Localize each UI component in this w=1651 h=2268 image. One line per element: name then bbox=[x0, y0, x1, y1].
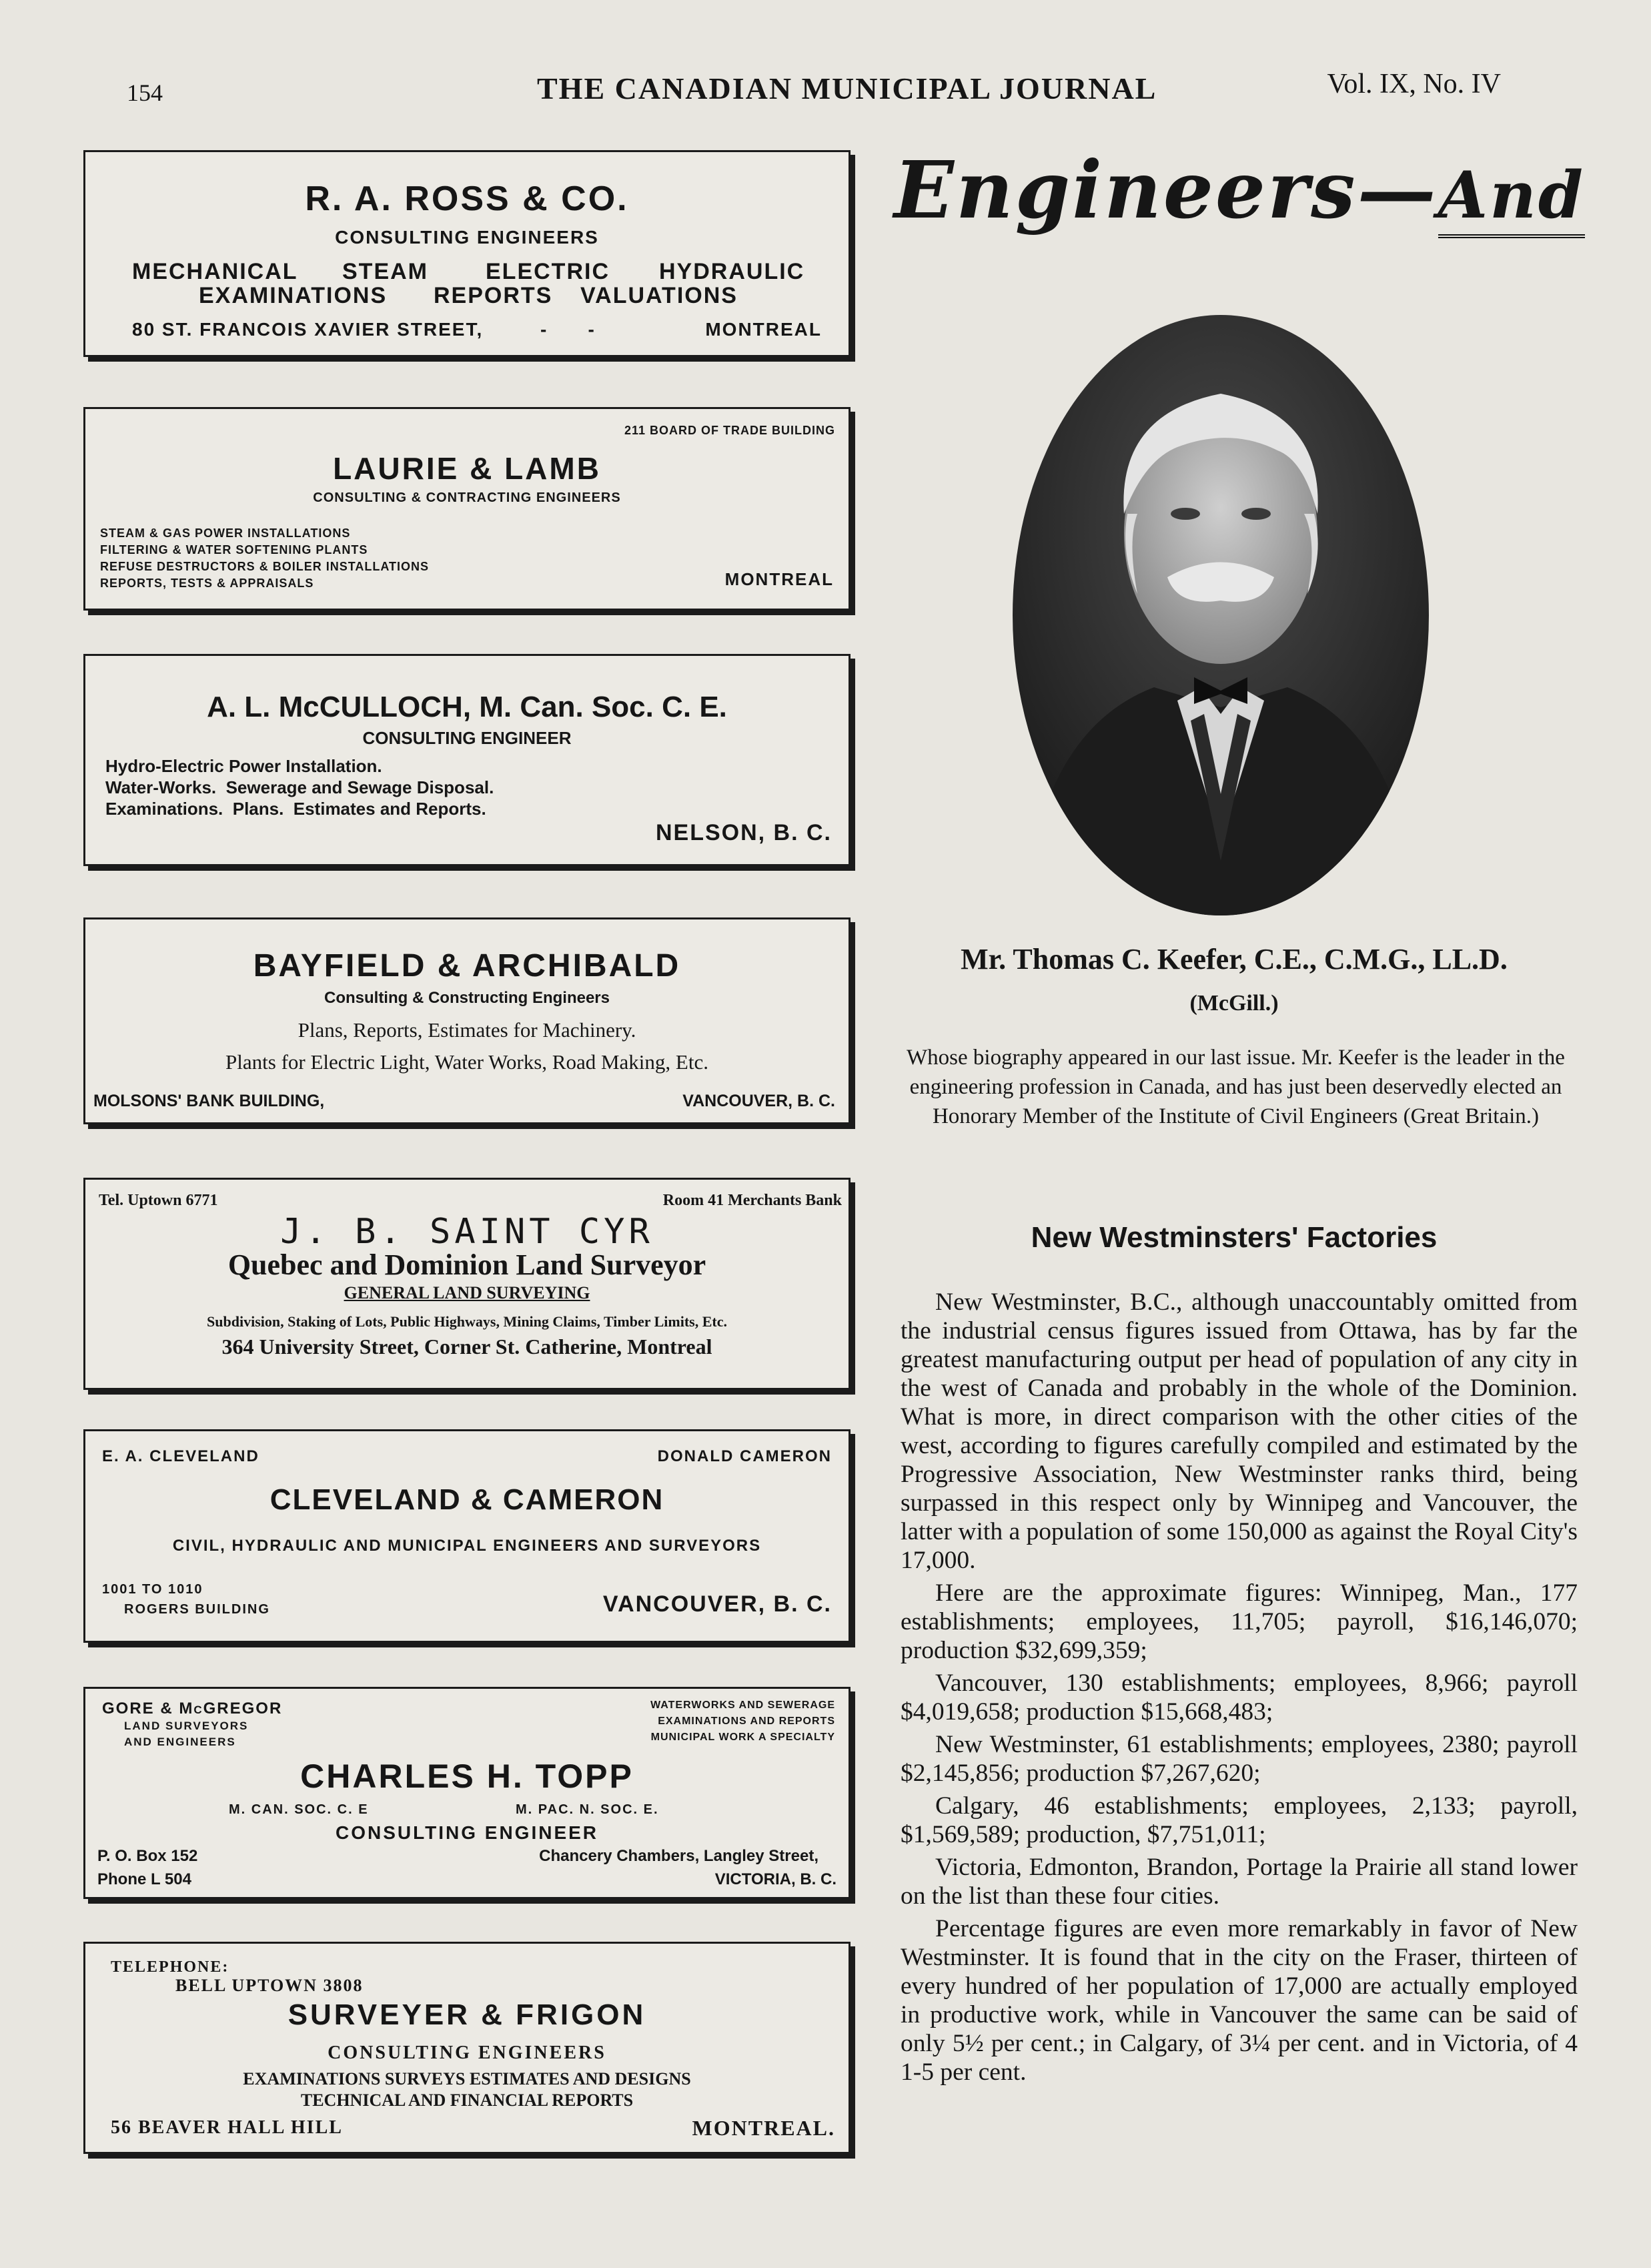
ad-topp-subtitle: CONSULTING ENGINEER bbox=[335, 1822, 599, 1843]
article-paragraph: New Westminster, B.C., although unaccountably omitted from the industrial census figures issued from Ottawa, has by far the greatest manufacturing output per head of population of any city in the west of Canada and probably in the whole of the Dominion. What is more, in direct comparison with the other cities of the west, according to figures carefully compiled and estimated by the Progressive Association, New Westminster ranks third, being surpassed in this respect only by Winnipeg and Vancouver, the latter with a population of some 150,000 as against the Royal City's 17,000. bbox=[901, 1288, 1578, 1574]
ad-saint-cyr-tel: Tel. Uptown 6771 bbox=[99, 1192, 218, 1209]
ad-topp-spec-1: WATERWORKS AND SEWERAGE bbox=[650, 1699, 835, 1711]
ad-ross-subtitle: CONSULTING ENGINEERS bbox=[335, 227, 599, 248]
ad-ross-service: VALUATIONS bbox=[580, 283, 738, 308]
ad-mcculloch-subtitle: CONSULTING ENGINEER bbox=[362, 728, 572, 748]
ad-topp-firm-2: LAND SURVEYORS bbox=[124, 1720, 249, 1732]
ad-mcculloch-city: NELSON, B. C. bbox=[655, 820, 832, 845]
article-heading: New Westminsters' Factories bbox=[1031, 1221, 1438, 1254]
journal-title: THE CANADIAN MUNICIPAL JOURNAL bbox=[537, 71, 1157, 105]
article-paragraph: Vancouver, 130 establishments; employees, 8,966; payroll $4,019,658; production $15,668,483; bbox=[901, 1669, 1578, 1726]
ad-topp-address: Chancery Chambers, Langley Street, bbox=[539, 1847, 818, 1865]
ad-surveyer-city: MONTREAL. bbox=[692, 2116, 835, 2140]
ad-laurie-line: STEAM & GAS POWER INSTALLATIONS bbox=[100, 526, 351, 540]
ad-saint-cyr-room: Room 41 Merchants Bank bbox=[662, 1192, 842, 1209]
volume-number: Vol. IX, No. IV bbox=[1327, 69, 1501, 99]
ad-laurie-name: LAURIE & LAMB bbox=[333, 451, 601, 486]
ad-bayfield-city: VANCOUVER, B. C. bbox=[682, 1092, 835, 1110]
portrait-photo bbox=[1011, 314, 1431, 917]
ad-ross-service: STEAM bbox=[342, 259, 428, 284]
ad-bayfield-line-1: Plans, Reports, Estimates for Machinery. bbox=[298, 1018, 636, 1042]
ad-saint-cyr-title: Quebec and Dominion Land Surveyor bbox=[227, 1248, 706, 1281]
ad-ross-service: REPORTS bbox=[434, 283, 553, 308]
ad-topp-spec-3: MUNICIPAL WORK A SPECIALTY bbox=[650, 1732, 835, 1743]
ad-laurie-city: MONTREAL bbox=[724, 569, 834, 589]
article-paragraph: Here are the approximate figures: Winnipeg, Man., 177 establishments; employees, 11,705; payroll, $16,146,070; production $32,699,359; bbox=[901, 1579, 1578, 1664]
ad-saint-cyr-services: Subdivision, Staking of Lots, Public Highways, Mining Claims, Timber Limits, Etc. bbox=[207, 1313, 727, 1330]
ad-ross-name: R. A. ROSS & CO. bbox=[305, 179, 629, 218]
ad-cleveland-city: VANCOUVER, B. C. bbox=[602, 1591, 832, 1617]
ad-topp-box: P. O. Box 152 bbox=[97, 1847, 198, 1865]
ad-surveyer-line-2: TECHNICAL AND FINANCIAL REPORTS bbox=[300, 2091, 634, 2110]
ad-surveyer-tel-label: TELEPHONE: bbox=[111, 1958, 229, 1976]
feature-title-main: Engineers— bbox=[894, 143, 1438, 236]
ad-topp bbox=[83, 1687, 851, 1899]
ad-cleveland-partner-1: E. A. CLEVELAND bbox=[102, 1447, 259, 1465]
ad-laurie-subtitle: CONSULTING & CONTRACTING ENGINEERS bbox=[313, 490, 621, 505]
ad-topp-name: CHARLES H. TOPP bbox=[300, 1758, 634, 1795]
ad-topp-phone: Phone L 504 bbox=[97, 1870, 191, 1888]
article-paragraph: Calgary, 46 establishments; employees, 2,133; payroll, $1,569,589; production, $7,751,011; bbox=[901, 1792, 1578, 1848]
ad-cleveland-address-1: 1001 TO 1010 bbox=[102, 1582, 203, 1597]
ad-laurie-line: REPORTS, TESTS & APPRAISALS bbox=[100, 577, 314, 590]
portrait-name: Mr. Thomas C. Keefer, C.E., C.M.G., LL.D. bbox=[961, 943, 1508, 976]
feature-title-and: And bbox=[1438, 157, 1585, 238]
ad-mcculloch-line: Water-Works. Sewerage and Sewage Disposal. bbox=[105, 777, 494, 797]
ad-mcculloch-name: A. L. McCULLOCH, M. Can. Soc. C. E. bbox=[207, 691, 727, 723]
ad-ross-dashes: - - bbox=[540, 319, 594, 340]
ad-cleveland-address-2: ROGERS BUILDING bbox=[124, 1602, 270, 1617]
article-paragraph: Victoria, Edmonton, Brandon, Portage la Prairie all stand lower on the list than these four cities. bbox=[901, 1854, 1578, 1910]
portrait-affiliation: (McGill.) bbox=[1189, 991, 1279, 1016]
ad-laurie-line: FILTERING & WATER SOFTENING PLANTS bbox=[100, 543, 368, 556]
ad-saint-cyr bbox=[83, 1178, 851, 1390]
ad-saint-cyr-address: 364 University Street, Corner St. Catherine, Montreal bbox=[221, 1335, 712, 1359]
ad-mcculloch-line: Hydro-Electric Power Installation. bbox=[105, 756, 382, 776]
feature-title bbox=[894, 143, 1585, 236]
ad-topp-spec-2: EXAMINATIONS AND REPORTS bbox=[658, 1716, 835, 1727]
ad-cleveland-partner-2: DONALD CAMERON bbox=[657, 1447, 832, 1465]
ad-saint-cyr-name: J. B. SAINT CYR bbox=[280, 1212, 654, 1252]
ad-surveyer-name: SURVEYER & FRIGON bbox=[288, 1998, 646, 2031]
article-paragraph: Percentage figures are even more remarkably in favor of New Westminster. It is found that in the city on the Fraser, thirteen of every hundred of her population of 17,000 are actually employed in productive work, while in Vancouver the same can be said of only 5½ per cent.; in Calgary, of 3¼ per cent. and in Victoria, of 4 1-5 per cent. bbox=[901, 1915, 1578, 2086]
ad-laurie-line: REFUSE DESTRUCTORS & BOILER INSTALLATIONS bbox=[100, 560, 430, 573]
ad-saint-cyr-subtitle: GENERAL LAND SURVEYING bbox=[344, 1283, 590, 1302]
page-number: 154 bbox=[127, 79, 163, 106]
ad-bayfield-subtitle: Consulting & Constructing Engineers bbox=[324, 989, 610, 1007]
ad-ross bbox=[83, 150, 851, 357]
ad-topp-city: VICTORIA, B. C. bbox=[714, 1870, 837, 1888]
ad-bayfield bbox=[83, 917, 851, 1124]
ad-cleveland-name: CLEVELAND & CAMERON bbox=[269, 1483, 664, 1516]
portrait-caption: Whose biography appeared in our last issue. Mr. Keefer is the leader in the engineering profession in Canada, and has just been deservedly elected an Honorary Member of the Institute of Civil Engineers (Great Britain.) bbox=[907, 1046, 1565, 1128]
article-body bbox=[901, 1288, 1578, 2091]
ad-surveyer bbox=[83, 1942, 851, 2154]
ad-cleveland bbox=[83, 1429, 851, 1643]
ad-bayfield-name: BAYFIELD & ARCHIBALD bbox=[253, 948, 681, 984]
ad-surveyer-line-1: EXAMINATIONS SURVEYS ESTIMATES AND DESIGNS bbox=[243, 2069, 691, 2089]
page-header bbox=[127, 67, 1514, 107]
ad-ross-service: MECHANICAL bbox=[132, 259, 298, 284]
ad-laurie-address: 211 BOARD OF TRADE BUILDING bbox=[624, 424, 835, 437]
ad-ross-service: HYDRAULIC bbox=[659, 259, 805, 284]
ad-mcculloch bbox=[83, 654, 851, 866]
ad-surveyer-tel: BELL UPTOWN 3808 bbox=[175, 1976, 364, 1995]
ad-ross-service: ELECTRIC bbox=[486, 259, 610, 284]
ad-topp-cred-1: M. CAN. SOC. C. E bbox=[229, 1802, 369, 1817]
ad-cleveland-subtitle: CIVIL, HYDRAULIC AND MUNICIPAL ENGINEERS AND SURVEYORS bbox=[172, 1537, 762, 1555]
ad-bayfield-address: MOLSONS' BANK BUILDING, bbox=[93, 1092, 325, 1110]
ad-bayfield-line-2: Plants for Electric Light, Water Works, Road Making, Etc. bbox=[225, 1050, 708, 1074]
ad-ross-city: MONTREAL bbox=[705, 319, 822, 340]
ad-laurie-lamb bbox=[83, 407, 851, 611]
article-paragraph: New Westminster, 61 establishments; employees, 2380; payroll $2,145,856; production $7,267,620; bbox=[901, 1731, 1578, 1787]
ad-surveyer-address: 56 BEAVER HALL HILL bbox=[111, 2117, 343, 2138]
ad-surveyer-subtitle: CONSULTING ENGINEERS bbox=[328, 2042, 606, 2063]
ad-ross-service: EXAMINATIONS bbox=[199, 283, 388, 308]
ad-topp-cred-2: M. PAC. N. SOC. E. bbox=[516, 1802, 659, 1817]
ad-topp-firm-1: GORE & McGREGOR bbox=[102, 1699, 283, 1718]
ad-topp-firm-3: AND ENGINEERS bbox=[124, 1736, 236, 1748]
ad-ross-address: 80 ST. FRANCOIS XAVIER STREET, bbox=[132, 319, 484, 340]
ad-mcculloch-line: Examinations. Plans. Estimates and Reports. bbox=[105, 799, 486, 819]
